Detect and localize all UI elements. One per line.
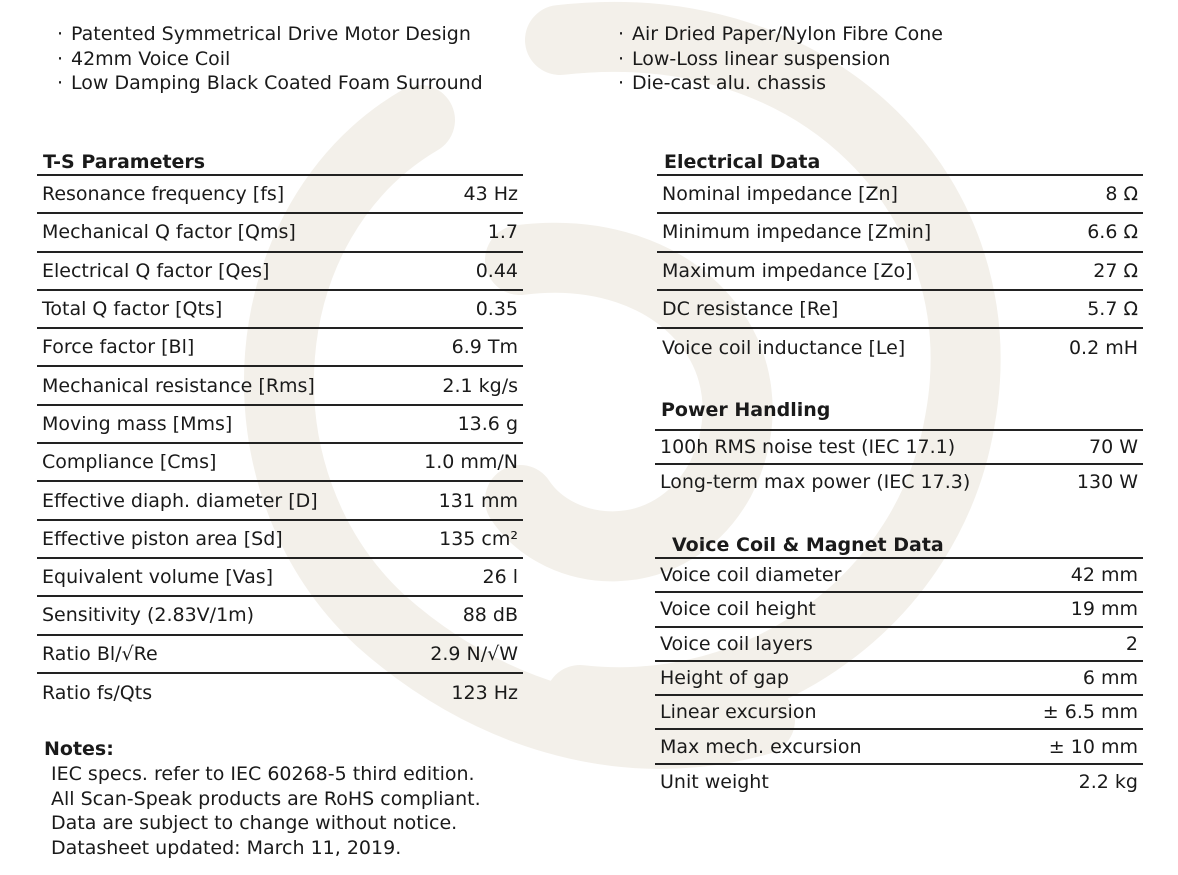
row-value: 131 mm — [438, 489, 518, 512]
row-value: 2.1 kg/s — [442, 374, 518, 397]
row-label: Effective piston area [Sd] — [42, 527, 283, 550]
feature-item: · 42mm Voice Coil — [57, 47, 231, 70]
row-value: 42 mm — [1070, 564, 1138, 587]
row-label: Ratio fs/Qts — [42, 682, 153, 704]
table-row — [657, 291, 1143, 329]
table-row — [655, 662, 1143, 696]
row-value: 5.7 Ω — [1087, 298, 1138, 321]
table-row — [37, 253, 523, 291]
note-line: Datasheet updated: March 11, 2019. — [51, 836, 402, 859]
row-value: 8 Ω — [1105, 183, 1138, 206]
row-value: 130 W — [1076, 471, 1138, 493]
feature-item: · Patented Symmetrical Drive Motor Design — [57, 23, 471, 45]
row-value: 13.6 g — [457, 412, 518, 435]
table-row — [37, 559, 523, 597]
row-value: 27 Ω — [1093, 259, 1138, 282]
row-label: Ratio Bl/√Re — [42, 642, 158, 665]
table-row — [37, 214, 523, 252]
row-value: 1.0 mm/N — [424, 451, 518, 474]
ts-parameters-table — [37, 174, 523, 712]
row-label: Effective diaph. diameter [D] — [42, 489, 318, 512]
row-label: Mechanical Q factor [Qms] — [42, 221, 296, 244]
table-row — [655, 628, 1143, 662]
voice-coil-magnet-title: Voice Coil & Magnet Data — [672, 534, 944, 556]
table-row — [37, 482, 523, 520]
features-right — [618, 22, 943, 96]
row-value: 0.44 — [475, 259, 518, 282]
row-label: Voice coil inductance [Le] — [662, 337, 906, 360]
table-row — [655, 431, 1143, 465]
row-value: 88 dB — [462, 604, 518, 627]
row-label: Total Q factor [Qts] — [42, 298, 223, 321]
note-line: IEC specs. refer to IEC 60268-5 third edition. — [51, 763, 475, 785]
row-label: Linear excursion — [660, 701, 817, 724]
notes-block — [51, 762, 481, 860]
feature-item: · Low Damping Black Coated Foam Surround — [57, 72, 483, 94]
row-label: Force factor [Bl] — [42, 336, 195, 359]
electrical-data-table — [657, 174, 1143, 367]
row-label: Nominal impedance [Zn] — [662, 183, 898, 206]
table-row — [37, 406, 523, 444]
table-row — [37, 521, 523, 559]
table-row — [655, 559, 1143, 593]
row-label: Moving mass [Mms] — [42, 412, 233, 435]
table-row — [657, 214, 1143, 252]
feature-item: · Air Dried Paper/Nylon Fibre Cone — [618, 23, 943, 45]
row-label: Unit weight — [660, 770, 769, 793]
table-row — [657, 176, 1143, 214]
row-value: ± 10 mm — [1048, 735, 1138, 758]
electrical-data-title: Electrical Data — [664, 151, 821, 173]
row-value: 19 mm — [1070, 598, 1138, 621]
row-value: 0.2 mH — [1068, 337, 1138, 360]
table-row — [655, 465, 1143, 499]
row-label: Max mech. excursion — [660, 735, 862, 758]
table-row — [37, 176, 523, 214]
row-value: 2.9 N/√W — [430, 642, 518, 665]
row-value: 6.6 Ω — [1087, 221, 1138, 244]
table-row — [655, 593, 1143, 627]
row-value: 0.35 — [475, 298, 518, 321]
row-label: Height of gap — [660, 667, 789, 690]
note-line: Data are subject to change without notice. — [51, 812, 458, 834]
feature-item: · Die-cast alu. chassis — [618, 72, 827, 94]
row-value: 2.2 kg — [1078, 770, 1138, 793]
row-label: Voice coil layers — [660, 632, 813, 655]
table-row — [37, 444, 523, 482]
row-value: 70 W — [1088, 436, 1138, 458]
row-value: ± 6.5 mm — [1042, 701, 1138, 724]
row-label: Long-term max power (IEC 17.3) — [660, 471, 971, 493]
table-row — [37, 367, 523, 405]
row-label: Mechanical resistance [Rms] — [42, 374, 315, 397]
note-line: All Scan-Speak products are RoHS compliant. — [51, 787, 481, 810]
power-handling-table — [655, 429, 1143, 499]
row-label: Voice coil height — [660, 598, 816, 621]
row-label: Resonance frequency [fs] — [42, 183, 285, 206]
table-row — [37, 636, 523, 674]
features-left — [57, 22, 483, 96]
table-row — [37, 329, 523, 367]
feature-item: · Low-Loss linear suspension — [618, 47, 891, 70]
row-value: 1.7 — [487, 221, 518, 244]
row-value: 6 mm — [1082, 667, 1138, 690]
row-value: 26 l — [482, 566, 518, 589]
ts-parameters-title: T-S Parameters — [43, 151, 206, 173]
row-value: 43 Hz — [463, 183, 518, 206]
row-value: 2 — [1125, 632, 1138, 655]
table-row — [655, 730, 1143, 764]
table-row — [37, 674, 523, 712]
row-label: 100h RMS noise test (IEC 17.1) — [660, 436, 956, 458]
row-label: Sensitivity (2.83V/1m) — [42, 604, 255, 627]
voice-coil-magnet-table — [655, 557, 1143, 799]
table-row — [657, 329, 1143, 367]
row-label: Minimum impedance [Zmin] — [662, 221, 932, 244]
power-handling-title: Power Handling — [661, 399, 831, 421]
table-row — [657, 253, 1143, 291]
table-row — [37, 597, 523, 635]
table-row — [655, 696, 1143, 730]
row-value: 123 Hz — [451, 682, 518, 704]
table-row — [37, 291, 523, 329]
notes-title: Notes: — [44, 738, 114, 760]
row-value: 135 cm² — [439, 527, 518, 550]
row-value: 6.9 Tm — [451, 336, 518, 359]
row-label: Equivalent volume [Vas] — [42, 566, 274, 589]
row-label: Compliance [Cms] — [42, 451, 217, 474]
row-label: Maximum impedance [Zo] — [662, 259, 913, 282]
row-label: Electrical Q factor [Qes] — [42, 259, 270, 282]
row-label: Voice coil diameter — [660, 564, 842, 587]
table-row — [655, 765, 1143, 799]
row-label: DC resistance [Re] — [662, 298, 839, 321]
